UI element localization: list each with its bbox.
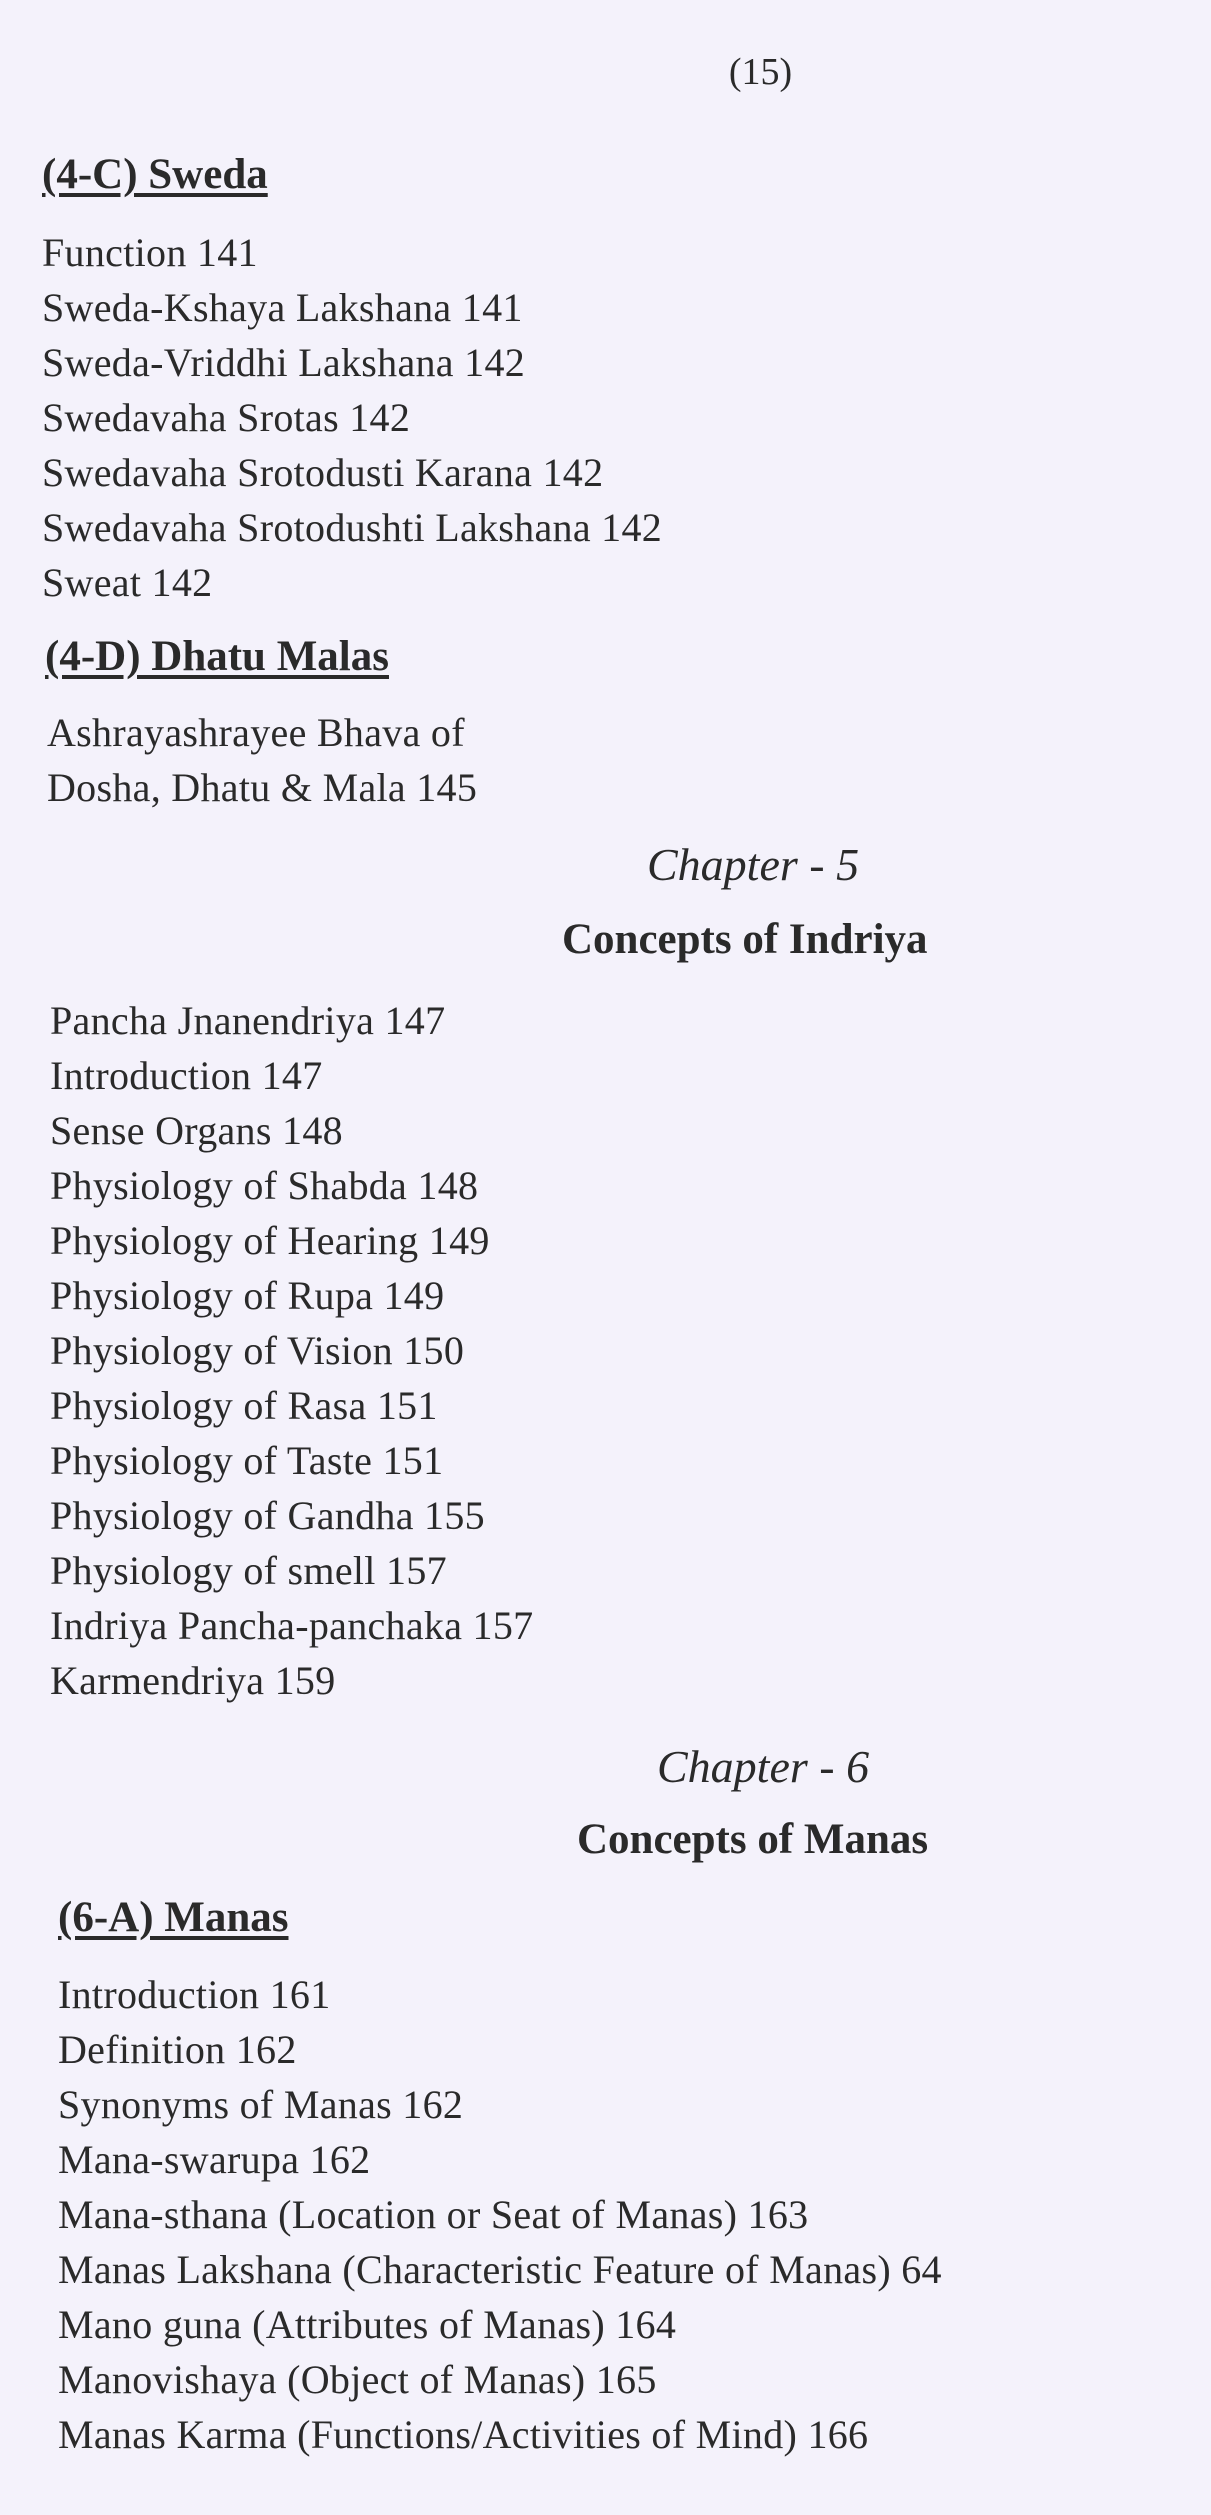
- toc-entry: Sweat 142: [42, 560, 213, 605]
- toc-entry: Mano guna (Attributes of Manas) 164: [58, 2302, 677, 2347]
- toc-entry: Ashrayashrayee Bhava of: [47, 710, 465, 755]
- toc-entry: Swedavaha Srotas 142: [42, 395, 411, 440]
- toc-entry: Physiology of smell 157: [50, 1548, 447, 1593]
- toc-entry: Manovishaya (Object of Manas) 165: [58, 2357, 657, 2402]
- toc-entry: Physiology of Rupa 149: [50, 1273, 445, 1318]
- toc-entry: Sweda-Vriddhi Lakshana 142: [42, 340, 526, 385]
- chapter-5-title: Concepts of Indriya: [562, 916, 928, 963]
- toc-entry: Function 141: [42, 230, 258, 275]
- section-6a-entries: [58, 1967, 942, 2462]
- chapter-6-label: Chapter - 6: [657, 1741, 870, 1792]
- toc-entry: Physiology of Shabda 148: [50, 1163, 479, 1208]
- toc-entry: Pancha Jnanendriya 147: [50, 998, 446, 1043]
- section-heading-4c: (4-C) Sweda: [42, 151, 268, 198]
- toc-entry: Swedavaha Srotodusti Karana 142: [42, 450, 604, 495]
- toc-entry: Swedavaha Srotodushti Lakshana 142: [42, 505, 663, 550]
- toc-entry: Mana-sthana (Location or Seat of Manas) 163: [58, 2192, 809, 2237]
- section-heading-6a: (6-A) Manas: [58, 1894, 289, 1941]
- section-4c-entries: [42, 225, 662, 610]
- toc-entry: Mana-swarupa 162: [58, 2137, 371, 2182]
- toc-entry: Physiology of Hearing 149: [50, 1218, 490, 1263]
- toc-entry: Dosha, Dhatu & Mala 145: [47, 765, 478, 810]
- toc-entry: Physiology of Vision 150: [50, 1328, 465, 1373]
- toc-entry: Karmendriya 159: [50, 1658, 336, 1703]
- toc-entry: Physiology of Rasa 151: [50, 1383, 438, 1428]
- toc-entry: Physiology of Taste 151: [50, 1438, 444, 1483]
- toc-entry: Indriya Pancha-panchaka 157: [50, 1603, 534, 1648]
- toc-entry: Introduction 147: [50, 1053, 323, 1098]
- toc-entry: Sense Organs 148: [50, 1108, 343, 1153]
- toc-entry: Manas Karma (Functions/Activities of Mind) 166: [58, 2412, 869, 2457]
- chapter-5-label: Chapter - 5: [647, 839, 860, 890]
- chapter-5-entries: [50, 993, 533, 1708]
- toc-entry: Synonyms of Manas 162: [58, 2082, 464, 2127]
- toc-entry: Physiology of Gandha 155: [50, 1493, 485, 1538]
- toc-entry: Definition 162: [58, 2027, 297, 2072]
- section-heading-4d: (4-D) Dhatu Malas: [45, 633, 389, 680]
- section-4d-entries: [47, 705, 477, 815]
- page-number: (15): [728, 51, 793, 93]
- toc-entry: Manas Lakshana (Characteristic Feature of Manas) 64: [58, 2247, 942, 2292]
- toc-entry: Sweda-Kshaya Lakshana 141: [42, 285, 523, 330]
- toc-entry: Introduction 161: [58, 1972, 331, 2017]
- chapter-6-title: Concepts of Manas: [577, 1816, 929, 1863]
